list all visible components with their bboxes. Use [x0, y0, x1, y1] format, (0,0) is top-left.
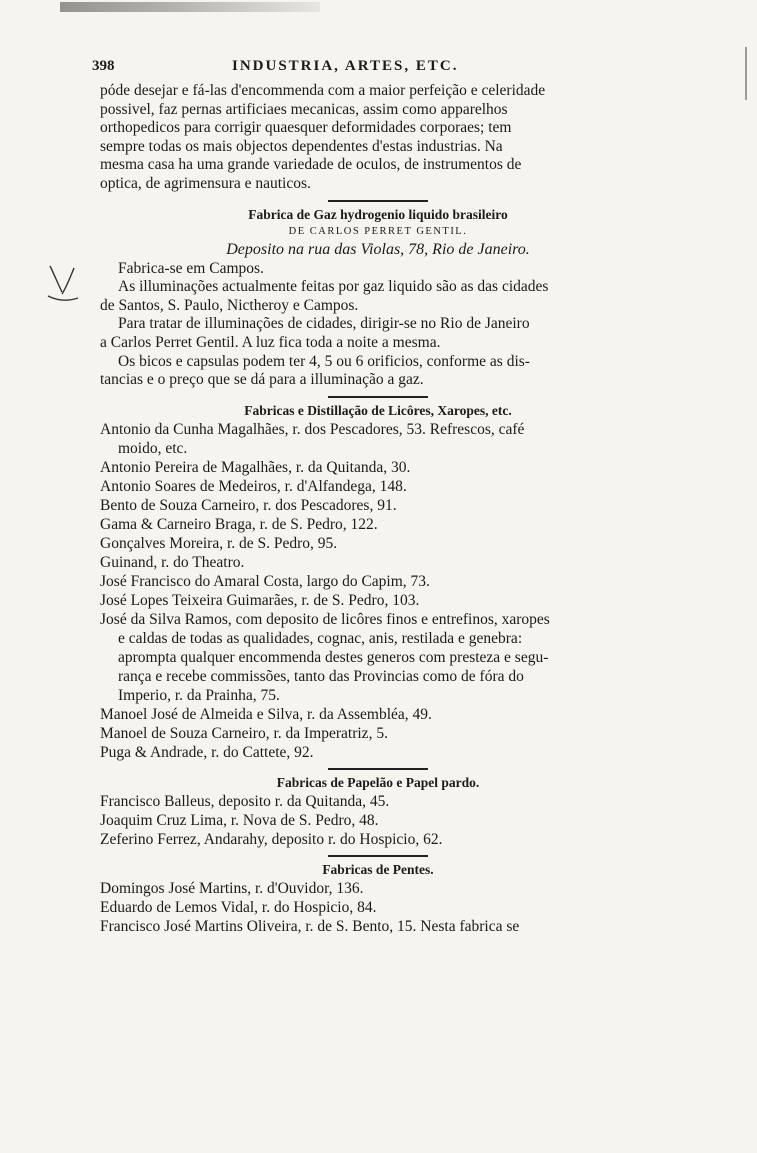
gas-paragraph: [100, 278, 656, 315]
list-item: José Francisco do Amaral Costa, largo do Capim, 73.: [100, 572, 430, 590]
text-line: póde desejar e fá-las d'encommenda com a maior perfeição e celeridade: [100, 82, 546, 99]
gas-paragraph: [100, 315, 656, 352]
list-item: Guinand, r. do Theatro.: [100, 553, 245, 571]
list-item: [100, 610, 656, 705]
text-line: aprompta qualquer encommenda destes generos com presteza e segu-: [118, 648, 549, 666]
list-item: Eduardo de Lemos Vidal, r. do Hospicio, 84.: [100, 898, 377, 916]
text-line: a Carlos Perret Gentil. A luz fica toda a noite a mesma.: [100, 333, 441, 351]
text-line: optica, de agrimensura e nauticos.: [100, 174, 311, 192]
list-item: Antonio Pereira de Magalhães, r. da Quitanda, 30.: [100, 458, 411, 476]
section-title: Fabricas de Pentes.: [322, 861, 434, 877]
text-line: moido, etc.: [118, 439, 188, 457]
text-line: Imperio, r. da Prainha, 75.: [118, 686, 280, 704]
list-item: Domingos José Martins, r. d'Ouvidor, 136.: [100, 879, 364, 897]
section-divider: [328, 200, 428, 202]
list-item: Manoel José de Almeida e Silva, r. da Assembléa, 49.: [100, 705, 432, 723]
text-line: orthopedicos para corrigir quaesquer deformidades corporaes; tem: [100, 119, 512, 137]
gas-paragraph: [100, 353, 656, 390]
list-item: Francisco José Martins Oliveira, r. de S. Bento, 15. Nesta fabrica se: [100, 917, 520, 935]
section-title: Fabrica de Gaz hydrogenio liquido brasileiro: [248, 206, 508, 222]
list-item: Gonçalves Moreira, r. de S. Pedro, 95.: [100, 534, 338, 552]
gas-section: [100, 206, 656, 390]
page-number: 398: [92, 58, 115, 74]
text-line: possivel, faz pernas artificiaes mecanicas, assim como apparelhos: [100, 100, 508, 118]
text-line: Para tratar de illuminações de cidades, dirigir-se no Rio de Janeiro: [118, 315, 530, 333]
section-divider: [328, 768, 428, 770]
papelao-section: [100, 774, 656, 849]
pentes-section: [100, 861, 656, 936]
text-line: Fabrica-se em Campos.: [118, 259, 264, 277]
section-divider: [328, 855, 428, 857]
text-line: e caldas de todas as qualidades, cognac, anis, restilada e genebra:: [118, 629, 523, 647]
intro-paragraph: [100, 82, 656, 194]
section-divider: [328, 396, 428, 398]
licores-section: [100, 402, 656, 762]
margin-pencil-mark-icon: [742, 45, 750, 105]
text-line: Os bicos e capsulas podem ter 4, 5 ou 6 orificios, conforme as dis-: [118, 352, 530, 370]
text-line: José da Silva Ramos, com deposito de licôres finos e entrefinos, xaropes: [100, 610, 550, 628]
list-item: Francisco Balleus, deposito r. da Quitanda, 45.: [100, 792, 390, 810]
gas-paragraph: [100, 260, 656, 279]
handwritten-check-icon: [44, 262, 84, 308]
section-title: Fabricas e Distillação de Licôres, Xaropes, etc.: [244, 402, 512, 418]
list-item: Antonio Soares de Medeiros, r. d'Alfandega, 148.: [100, 477, 407, 495]
list-item: Zeferino Ferrez, Andarahy, deposito r. do Hospicio, 62.: [100, 830, 443, 848]
list-item: Gama & Carneiro Braga, r. de S. Pedro, 122.: [100, 515, 378, 533]
page-body: [100, 82, 656, 936]
text-line: tancias e o preço que se dá para a illuminação a gaz.: [100, 371, 424, 389]
text-line: de Santos, S. Paulo, Nictheroy e Campos.: [100, 296, 359, 314]
text-line: sempre todas os mais objectos dependentes d'estas industrias. Na: [100, 137, 503, 155]
list-item: Bento de Souza Carneiro, r. dos Pescadores, 91.: [100, 496, 397, 514]
section-subtitle: DE CARLOS PERRET GENTIL.: [288, 225, 468, 237]
running-head: INDUSTRIA, ARTES, ETC.: [232, 58, 459, 74]
text-line: mesma casa ha uma grande variedade de oculos, de instrumentos de: [100, 156, 522, 174]
section-title: Fabricas de Papelão e Papel pardo.: [276, 774, 480, 790]
list-item: Joaquim Cruz Lima, r. Nova de S. Pedro, 48.: [100, 811, 379, 829]
list-item: [100, 420, 656, 458]
list-item: Manoel de Souza Carneiro, r. da Imperatriz, 5.: [100, 724, 388, 742]
list-item: Puga & Andrade, r. do Cattete, 92.: [100, 743, 314, 761]
scan-artifact-top: [60, 2, 320, 12]
page-header: [92, 58, 652, 78]
text-line: rança e recebe commissões, tanto das Provincias como de fóra do: [118, 667, 524, 685]
text-line: As illuminações actualmente feitas por gaz liquido são as das cidades: [118, 278, 549, 296]
list-item: José Lopes Teixeira Guimarães, r. de S. Pedro, 103.: [100, 591, 420, 609]
text-line: Antonio da Cunha Magalhães, r. dos Pescadores, 53. Refrescos, café: [100, 420, 525, 438]
deposit-line: Deposito na rua das Violas, 78, Rio de Janeiro.: [226, 240, 530, 258]
